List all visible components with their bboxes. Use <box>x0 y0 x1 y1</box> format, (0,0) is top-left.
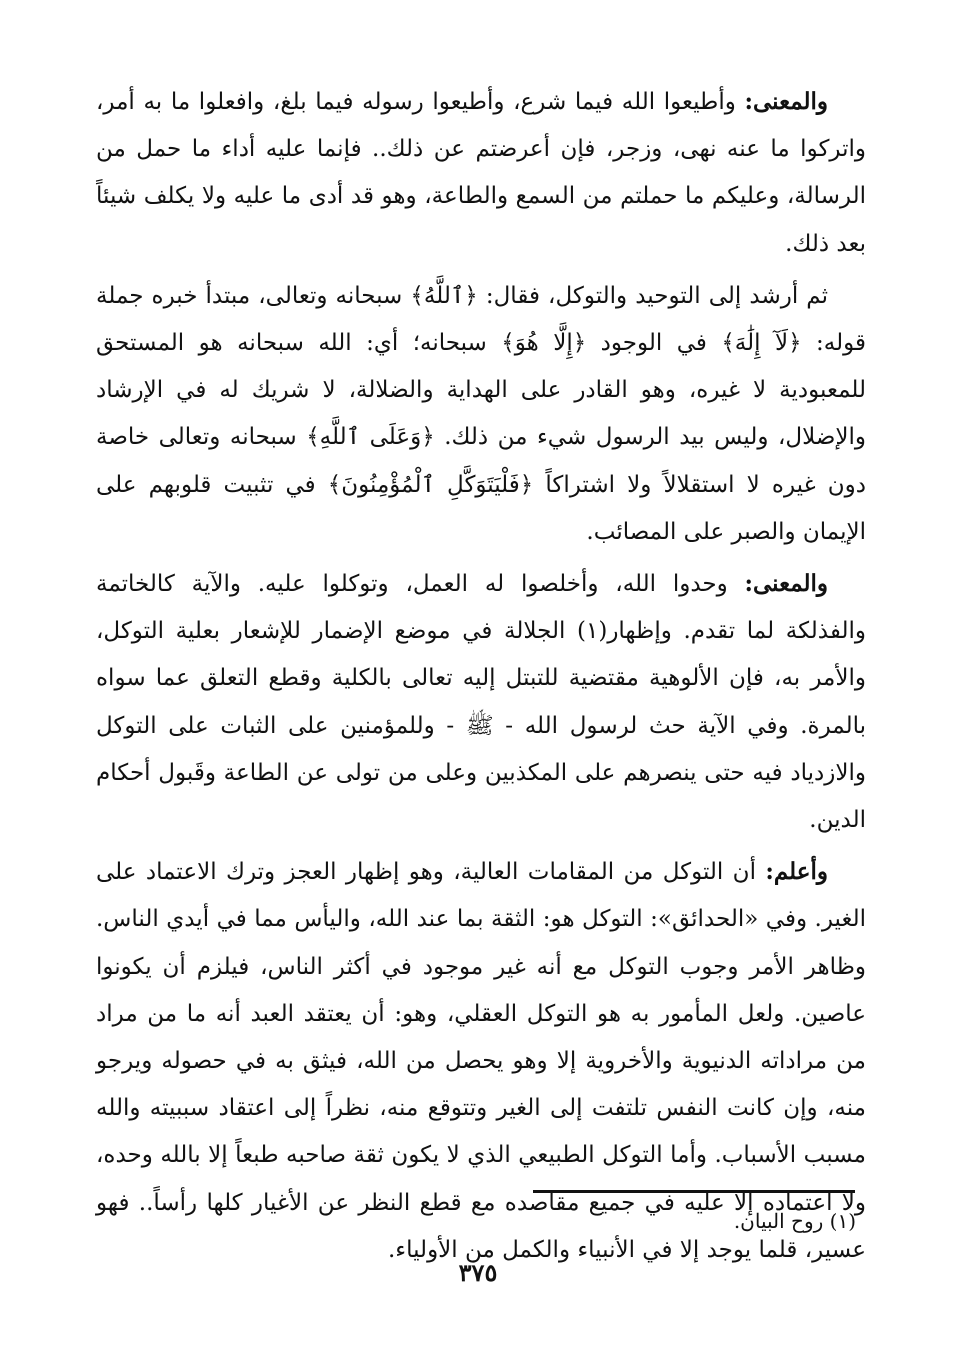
paragraph-1-text: وأطيعوا الله فيما شرع، وأطيعوا رسوله فيما بلغ، وافعلوا ما به أمر، واتركوا ما عنه نهى، وزجر، فإن أعرضتم عن ذلك.. فإنما عليه أداء ما حمل من الرسالة، وعليكم ما حملتم من السمع والطاعة، وهو قد أدى ما عليه ولا يكلف شيئاً بعد ذلك. <box>96 89 866 257</box>
paragraph-3-lead: والمعنى: <box>744 570 828 598</box>
paragraph-3 <box>96 560 866 844</box>
page-body <box>96 78 866 1278</box>
paragraph-4-lead: وأعلم: <box>765 858 828 886</box>
paragraph-1 <box>96 78 866 268</box>
paragraph-2 <box>96 272 866 556</box>
paragraph-3-text: وحدوا الله، وأخلصوا له العمل، وتوكلوا عليه. والآية كالخاتمة والفذلكة لما تقدم. وإظهار(١) الجلالة في موضع الإضمار للإشعار بعلية التوكل، والأمر به، فإن الألوهية مقتضية للتبتل إليه تعالى بالكلية وقطع التعلق عما سواه بالمرة. وفي الآية حث لرسول الله - ﷺ - وللمؤمنين على الثبات على التوكل والازدياد فيه حتى ينصرهم على المكذبين وعلى من تولى عن الطاعة وقَبول أحكام الدين. <box>96 571 866 834</box>
footnote: (١) روح البيان. <box>733 1209 856 1233</box>
page-number: ٣٧٥ <box>458 1258 498 1287</box>
footnote-divider <box>533 1190 855 1193</box>
paragraph-1-lead: والمعنى: <box>744 88 828 115</box>
paragraph-4-text: أن التوكل من المقامات العالية، وهو إظهار العجز وترك الاعتماد على الغير. وفي «الحدائق»: التوكل هو: الثقة بما عند الله، واليأس مما في أيدي الناس. وظاهر الأمر وجوب التوكل مع أنه غير موجود في أكثر الناس، فيلزم أن يكونوا عاصين. ولعل المأمور به هو التوكل العقلي، وهو: أن يعتقد العبد أنه ما من مراد من مراداته الدنيوية والأخروية إلا وهو يحصل من الله، فيثق به في حصوله ويرجو منه، وإن كانت النفس تلتفت إلى الغير وتتوقع منه، نظراً إلى اعتقاد سببيته والله مسبب الأسباب. وأما التوكل الطبيعي الذي لا يكون ثقة صاحبه طبعاً إلا بالله وحده، ولا اعتماده إلا عليه في جميع مقاصده مع قطع النظر عن الأغيار كلها رأساً.. فهو عسير، قلما يوجد إلا في الأنبياء والكمل من الأولياء. <box>96 859 866 1263</box>
paragraph-2-text: ثم أرشد إلى التوحيد والتوكل، فقال: ﴿ٱللَّهُ﴾ سبحانه وتعالى، مبتدأ خبره جملة قوله: ﴿لَآ إِلَٰهَ﴾ في الوجود ﴿إِلَّا هُوَ﴾ سبحانه؛ أي: الله سبحانه هو المستحق للمعبودية لا غيره، وهو القادر على الهداية والضلالة، لا شريك له في الإرشاد والإضلال، وليس بيد الرسول شيء من ذلك. ﴿وَعَلَى ٱللَّهِ﴾ سبحانه وتعالى خاصة دون غيره لا استقلالاً ولا اشتراكاً ﴿فَلْيَتَوَكَّلِ ٱلْمُؤْمِنُونَ﴾ في تثبيت قلوبهم على الإيمان والصبر على المصائب. <box>96 282 866 545</box>
